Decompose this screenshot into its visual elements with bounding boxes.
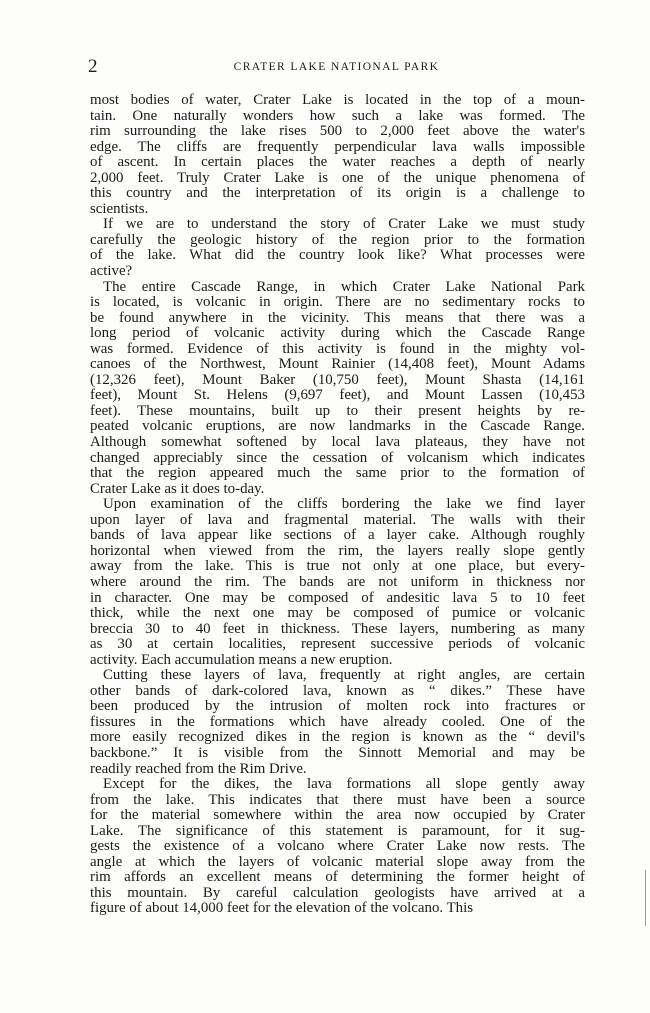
text-line: horizontal when viewed from the rim, the layers really slope gently [90,542,585,559]
text-line: Although somewhat softened by local lava plateaus, they have not [90,434,585,451]
text-line: thick, while the next one may be composed of pumice or volcanic [90,605,585,622]
paragraph [90,497,585,668]
text-line: is located, is volcanic in origin. There are no sedimentary rocks to [90,294,585,311]
text-line: changed appreciably since the cessation of volcanism which indicates [90,449,585,466]
text-line: feet), Mount St. Helens (9,697 feet), and Mount Lassen (10,453 [90,387,585,404]
text-line: bands of lava appear like sections of a layer cake. Although roughly [90,527,585,544]
text-line: activity. Each accumulation means a new eruption. [90,651,393,668]
paragraph [90,777,585,917]
text-line: scientists. [90,200,149,217]
text-line: The entire Cascade Range, in which Crater Lake National Park [103,278,585,295]
text-line: was formed. Evidence of this activity is found in the mighty vol- [90,340,585,357]
margin-mark [645,870,646,926]
text-line: where around the rim. The bands are not uniform in thickness nor [90,573,585,590]
text-line: tain. One naturally wonders how such a lake was formed. The [90,107,585,124]
text-line: feet). These mountains, built up to their present heights by re- [90,402,585,419]
text-line: this mountain. By careful calculation geologists have arrived at a [90,884,585,901]
text-line: that the region appeared much the same prior to the formation of [90,465,585,482]
text-line: canoes of the Northwest, Mount Rainier (14,408 feet), Mount Adams [90,356,585,373]
text-line: carefully the geologic history of the region prior to the formation [90,231,585,248]
text-line: of ascent. In certain places the water reaches a depth of nearly [90,154,585,171]
text-line: Cutting these layers of lava, frequently at right angles, are certain [103,667,585,684]
text-line: angle at which the layers of volcanic material slope away from the [90,853,585,870]
page-number: 2 [88,56,98,77]
text-line: from the lake. This indicates that there must have been a source [90,791,585,808]
text-line: away from the lake. This is true not only at one place, but every- [90,558,585,575]
paragraph [90,668,585,777]
text-line: be found anywhere in the vicinity. This means that there was a [90,309,585,326]
text-line: upon layer of lava and fragmental material. The walls with their [90,511,585,528]
text-line: (12,326 feet), Mount Baker (10,750 feet), Mount Shasta (14,161 [90,371,585,388]
running-head [88,56,585,78]
text-line: for the material somewhere within the area now occupied by Crater [90,807,585,824]
text-line: as 30 at certain localities, represent successive periods of volcanic [90,636,585,653]
text-line: rim affords an excellent means of determining the former height of [90,869,585,886]
text-line: Upon examination of the cliffs bordering the lake we find layer [103,496,585,513]
text-line: rim surrounding the lake rises 500 to 2,000 feet above the water's [90,123,585,140]
text-line: active? [90,263,133,280]
text-line: in character. One may be composed of andesitic lava 5 to 10 feet [90,589,585,606]
text-line: breccia 30 to 40 feet in thickness. These layers, numbering as many [90,620,585,637]
text-line: backbone.” It is visible from the Sinnott Memorial and may be [90,744,585,761]
text-line: figure of about 14,000 feet for the elevation of the volcano. This [90,900,474,917]
text-line: fissures in the formations which have already cooled. One of the [90,713,585,730]
text-line: peated volcanic eruptions, are now landmarks in the Cascade Range. [90,418,585,435]
body-text [90,93,585,917]
text-line: readily reached from the Rim Drive. [90,760,307,777]
paragraph [90,217,585,279]
text-line: other bands of dark-colored lava, known as “ dikes.” These have [90,682,585,699]
paragraph [90,280,585,498]
text-line: Crater Lake as it does to-day. [90,480,265,497]
text-line: edge. The cliffs are frequently perpendicular lava walls impossible [90,138,585,155]
text-line: gests the existence of a volcano where Crater Lake now rests. The [90,838,585,855]
running-title: CRATER LAKE NATIONAL PARK [233,61,440,73]
text-line: Lake. The significance of this statement is paramount, for it sug- [90,822,585,839]
paragraph [90,93,585,217]
text-line: more easily recognized dikes in the region is known as the “ devil's [90,729,585,746]
text-line: this country and the interpretation of its origin is a challenge to [90,185,585,202]
text-line: been produced by the intrusion of molten rock into fractures or [90,698,585,715]
text-line: long period of volcanic activity during which the Cascade Range [90,325,585,342]
text-line: If we are to understand the story of Crater Lake we must study [103,216,585,233]
text-line: most bodies of water, Crater Lake is located in the top of a moun- [90,92,585,108]
text-line: Except for the dikes, the lava formations all slope gently away [103,776,585,793]
text-line: of the lake. What did the country look like? What processes were [90,247,585,264]
text-line: 2,000 feet. Truly Crater Lake is one of the unique phenomena of [90,169,585,186]
